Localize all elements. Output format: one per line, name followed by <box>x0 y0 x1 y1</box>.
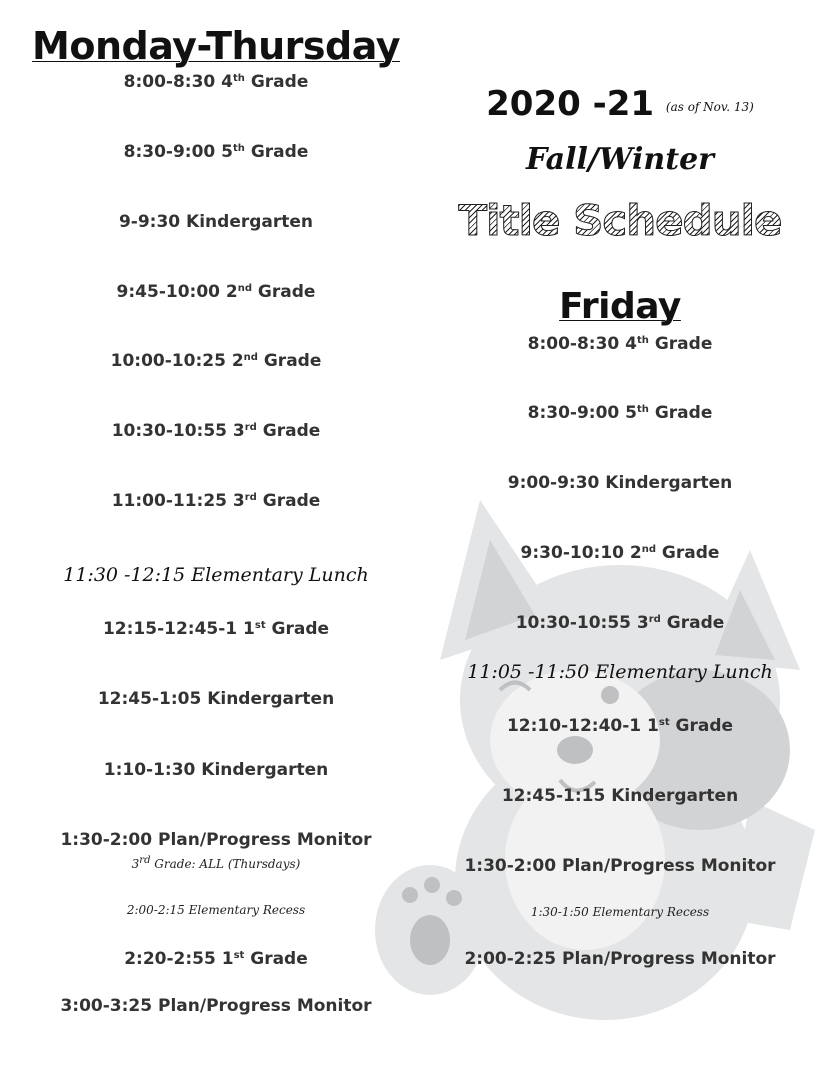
schedule-entry <box>18 760 414 780</box>
entry-time: 8:30-9:00 5 <box>527 403 638 423</box>
entry-time: 10:30-10:55 3 <box>111 421 245 441</box>
entry-time: 12:45-1:05 Kindergarten <box>97 689 335 709</box>
entry-time: 10:00-10:25 2 <box>110 351 244 371</box>
entry-time: 12:45-1:15 Kindergarten <box>501 786 739 806</box>
entry-time: 1:30-2:00 Plan/Progress Monitor <box>60 830 372 850</box>
ordinal-suffix: st <box>658 717 670 728</box>
entry-time: 12:10-12:40-1 1 <box>506 716 659 736</box>
monday-thursday-heading: Monday-Thursday <box>32 24 400 68</box>
schedule-entry <box>18 282 414 302</box>
schedule-entry <box>445 949 795 969</box>
ordinal-suffix: th <box>637 335 649 346</box>
schedule-entry <box>18 212 414 232</box>
ordinal-suffix: th <box>637 404 649 415</box>
ordinal-suffix: rd <box>244 492 257 503</box>
entry-time: 9:00-9:30 Kindergarten <box>507 473 733 493</box>
schedule-entry <box>18 830 414 850</box>
schedule-entry <box>445 856 795 876</box>
ordinal-suffix: rd <box>244 422 257 433</box>
entry-time: 11:00-11:25 3 <box>111 491 245 511</box>
ordinal-suffix: nd <box>641 544 657 555</box>
schedule-entry <box>445 786 795 806</box>
schedule-entry <box>445 543 795 563</box>
ordinal-suffix: th <box>233 73 245 84</box>
ordinal-suffix: rd <box>648 614 661 625</box>
recess-entry: 1:30-1:50 Elementary Recess <box>530 905 710 919</box>
entry-label: Grade <box>244 72 309 92</box>
entry-label: Grade <box>656 543 720 563</box>
note-text: Grade: ALL (Thursdays) <box>150 857 301 871</box>
entry-time: 12:15-12:45-1 1 <box>102 619 255 639</box>
schedule-entry <box>445 716 795 736</box>
entry-label: Grade <box>648 403 713 423</box>
school-year <box>445 84 795 124</box>
entry-time: 9-9:30 Kindergarten <box>118 212 314 232</box>
schedule-entry <box>18 619 414 639</box>
entry-time: 8:00-8:30 4 <box>527 334 638 354</box>
schedule-entry <box>18 689 414 709</box>
wolf-mascot-illustration <box>370 500 820 1020</box>
schedule-entry <box>445 613 795 633</box>
ordinal-suffix: rd <box>139 855 151 866</box>
entry-time: 3:00-3:25 Plan/Progress Monitor <box>60 996 372 1016</box>
schedule-entry <box>445 403 795 423</box>
ordinal-suffix: th <box>233 143 245 154</box>
entry-label: Grade <box>648 334 713 354</box>
entry-label: Grade <box>669 716 734 736</box>
as-of-date: (as of Nov. 13) <box>665 100 754 114</box>
lunch-entry: 11:30 -12:15 Elementary Lunch <box>63 564 369 586</box>
friday-heading: Friday <box>559 286 681 327</box>
entry-time: 2:20-2:55 1 <box>124 949 234 969</box>
entry-label: Grade <box>257 351 322 371</box>
schedule-entry <box>445 334 795 354</box>
entry-time: 9:45-10:00 2 <box>116 282 238 302</box>
entry-label: Grade <box>256 491 321 511</box>
entry-time: 1:30-2:00 Plan/Progress Monitor <box>464 856 776 876</box>
ordinal-suffix: st <box>233 950 245 961</box>
lunch-entry: 11:05 -11:50 Elementary Lunch <box>467 661 773 683</box>
recess-entry: 2:00-2:15 Elementary Recess <box>126 903 306 917</box>
entry-time: 2:00-2:25 Plan/Progress Monitor <box>464 949 776 969</box>
ordinal-suffix: nd <box>243 352 258 363</box>
entry-time: 10:30-10:55 3 <box>515 613 649 633</box>
ordinal-suffix: nd <box>237 283 253 294</box>
schedule-entry <box>18 491 414 511</box>
note-grade: 3 <box>131 857 140 871</box>
entry-time: 9:30-10:10 2 <box>520 543 642 563</box>
season-label: Fall/Winter <box>526 142 714 177</box>
schedule-entry <box>18 996 414 1016</box>
ordinal-suffix: st <box>254 620 266 631</box>
school-year-text: 2020 -21 <box>486 84 655 124</box>
entry-label: Grade <box>256 421 321 441</box>
schedule-entry <box>18 72 414 92</box>
entry-label: Grade <box>244 142 309 162</box>
schedule-entry <box>18 142 414 162</box>
schedule-entry <box>18 351 414 371</box>
schedule-entry <box>18 949 414 969</box>
entry-time: 1:10-1:30 Kindergarten <box>103 760 329 780</box>
schedule-title: Title Schedule <box>445 196 795 245</box>
entry-time: 8:00-8:30 4 <box>123 72 234 92</box>
schedule-entry <box>445 473 795 493</box>
entry-label: Grade <box>252 282 316 302</box>
schedule-note <box>18 855 414 871</box>
entry-label: Grade <box>244 949 308 969</box>
entry-label: Grade <box>660 613 725 633</box>
entry-time: 8:30-9:00 5 <box>123 142 234 162</box>
schedule-entry <box>18 421 414 441</box>
entry-label: Grade <box>265 619 330 639</box>
